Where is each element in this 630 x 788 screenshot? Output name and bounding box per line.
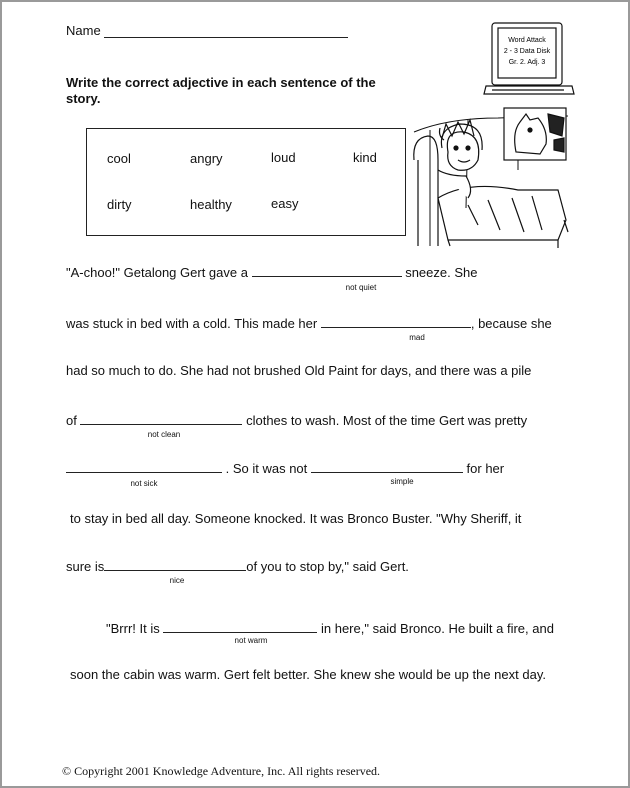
word-bank-item: dirty <box>107 197 132 212</box>
answer-blank-7[interactable] <box>163 620 317 633</box>
hint-3: not clean <box>147 430 181 439</box>
answer-blank-1[interactable] <box>252 264 402 277</box>
story-text: clothes to wash. Most of the time Gert was pretty <box>246 413 528 428</box>
story-text: , because she <box>470 316 552 331</box>
answer-blank-5[interactable] <box>311 460 463 473</box>
hint-1: not quiet <box>345 283 377 292</box>
story-text: of you to stop by," said Gert. <box>246 559 409 574</box>
word-bank-item: angry <box>190 151 223 166</box>
story-text: was stuck in bed with a cold. This made her <box>66 316 318 331</box>
story-text: for her <box>466 461 505 476</box>
hint-5: simple <box>390 477 414 486</box>
sick-gert-illustration <box>408 20 580 252</box>
name-label: Name <box>66 23 101 38</box>
screen-line-3: Gr. 2. Adj. 3 <box>508 59 546 66</box>
story-line-1 <box>66 264 477 280</box>
word-bank-item: cool <box>107 151 131 166</box>
copyright-footer: © Copyright 2001 Knowledge Adventure, Inc. All rights reserved. <box>62 764 381 778</box>
story-line-8 <box>106 620 554 636</box>
story-line-4 <box>66 412 527 428</box>
story-line-7 <box>66 558 409 574</box>
hint-7: not warm <box>234 636 268 645</box>
word-bank-item: loud <box>271 150 296 165</box>
story-line-3: had so much to do. She had not brushed Old Paint for days, and there was a pile <box>66 363 532 378</box>
hint-4: not sick <box>130 479 158 488</box>
horse-picture <box>504 108 566 160</box>
hint-6: nice <box>169 576 185 585</box>
story-line-6: to stay in bed all day. Someone knocked. It was Bronco Buster. "Why Sheriff, it <box>70 511 522 526</box>
word-bank-item: healthy <box>190 197 232 212</box>
word-bank-item: easy <box>271 196 299 211</box>
story-line-2 <box>66 315 552 331</box>
story-text: sneeze. She <box>405 265 478 280</box>
screen-line-1: Word Attack <box>508 37 546 44</box>
story-text: of <box>66 413 77 428</box>
word-bank <box>86 128 406 236</box>
instructions: Write the correct adjective in each sentence of the story. <box>66 75 376 106</box>
story-text: in here," said Bronco. He built a fire, and <box>320 621 554 636</box>
story-text: "A-choo!" Getalong Gert gave a <box>66 265 248 280</box>
story-text: sure is <box>66 559 105 574</box>
answer-blank-6[interactable] <box>104 558 246 571</box>
story-text: . So it was not <box>225 461 308 476</box>
name-input-line[interactable] <box>104 37 348 38</box>
screen-line-2: 2 - 3 Data Disk <box>503 48 551 55</box>
word-bank-item: kind <box>353 150 377 165</box>
story-line-9: soon the cabin was warm. Gert felt better. She knew she would be up the next day. <box>70 667 546 682</box>
answer-blank-3[interactable] <box>80 412 242 425</box>
story-text: "Brrr! It is <box>106 621 160 636</box>
hint-2: mad <box>409 333 425 342</box>
answer-blank-4[interactable] <box>66 460 222 473</box>
answer-blank-2[interactable] <box>321 315 471 328</box>
story-line-5 <box>66 460 504 476</box>
